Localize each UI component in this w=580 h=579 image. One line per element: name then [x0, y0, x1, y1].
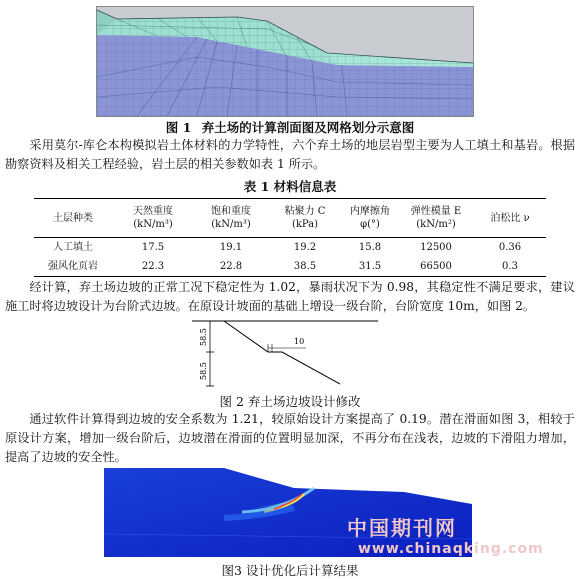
figure-2-caption: 图 2 弃土场边坡设计修改	[219, 394, 361, 409]
bench-width-label: 10	[294, 337, 305, 346]
table-cell: 38.5	[268, 257, 342, 277]
table-row	[34, 238, 546, 258]
figure-1-mesh-image	[96, 6, 474, 117]
header-label: 土层种类	[53, 212, 93, 224]
table-cell: 15.8	[358, 242, 382, 253]
table-cell: 31.5	[342, 257, 398, 277]
header-cell	[112, 199, 194, 238]
figure-1-caption-number: 图 1	[165, 120, 192, 135]
table-cell: 66500	[398, 257, 474, 277]
slope-profile	[224, 321, 340, 384]
figure-2-slope-diagram	[190, 318, 380, 388]
header-label: 饱和重度	[211, 206, 251, 217]
header-label: 内摩擦角	[350, 206, 390, 217]
table-cell: 19.1	[219, 242, 243, 253]
header-cell	[34, 199, 112, 238]
table-cell: 22.3	[112, 257, 194, 277]
table-cell: 强风化页岩	[34, 257, 112, 277]
upper-height-label: 58.5	[199, 328, 208, 346]
mesh-drawing	[97, 7, 473, 116]
table-cell: 0.3	[474, 257, 546, 277]
header-label: 泊松比 ν	[490, 212, 530, 224]
header-label: 天然重度	[133, 206, 173, 217]
figure-3-caption: 图3 设计优化后计算结果	[221, 563, 359, 578]
table-cell: 19.2	[293, 242, 317, 253]
table-cell: 22.8	[194, 257, 268, 277]
table-cell: 0.36	[498, 242, 522, 253]
header-cell	[268, 199, 342, 238]
header-unit: (kN/m³)	[211, 219, 251, 230]
header-label: 粘聚力 C	[284, 206, 326, 217]
header-unit: φ(°)	[360, 219, 380, 230]
watermark-url: www.chinaqking.com	[358, 541, 544, 557]
figure-1-caption-text: 弃土场的计算剖面图及网格划分示意图	[201, 120, 415, 135]
header-cell	[398, 199, 474, 238]
header-label: 弹性模量 E	[410, 206, 462, 217]
header-unit: (kN/m³)	[133, 219, 173, 230]
header-cell	[342, 199, 398, 238]
table-cell: 人工填土	[53, 242, 93, 253]
table-header-row	[34, 199, 546, 238]
figure-1-caption	[0, 118, 580, 136]
header-cell	[474, 199, 546, 238]
watermark-cn: 中国期刊网	[347, 516, 457, 540]
table-cell: 12500	[420, 242, 452, 253]
table-1-title: 表 1 材料信息表	[243, 179, 337, 194]
paragraph-2: 经计算，弃土场边坡的正常工况下稳定性为 1.02，暴雨状况下为 0.98，其稳定性不满足要求，建议施工时将边坡设计为台阶式边坡。在原设计坡面的基础上增设一级台阶，台阶宽度 10m，如图 2。	[5, 280, 575, 313]
header-cell	[194, 199, 268, 238]
header-unit: (kPa)	[291, 219, 319, 230]
paragraph-3: 通过软件计算得到边坡的安全系数为 1.21，较原始设计方案提高了 0.19。潜在滑面如图 3，相较于原设计方案，增加一级台阶后，边坡潜在滑面的位置明显加深，不再分布在浅表，边坡的下滑阻力增加，提高了边坡的安全性。	[5, 412, 575, 464]
header-unit: (kN/m²)	[416, 219, 456, 230]
table-row	[34, 257, 546, 277]
lower-height-label: 58.5	[199, 362, 208, 380]
table-cell: 17.5	[141, 242, 165, 253]
material-table	[34, 198, 546, 277]
paragraph-1: 采用莫尔-库仑本构模拟岩土体材料的力学特性，六个弃土场的地层岩型主要为人工填土和基岩。根据勘察资料及相关工程经验，岩土层的相关参数如表 1 所示。	[5, 138, 575, 171]
